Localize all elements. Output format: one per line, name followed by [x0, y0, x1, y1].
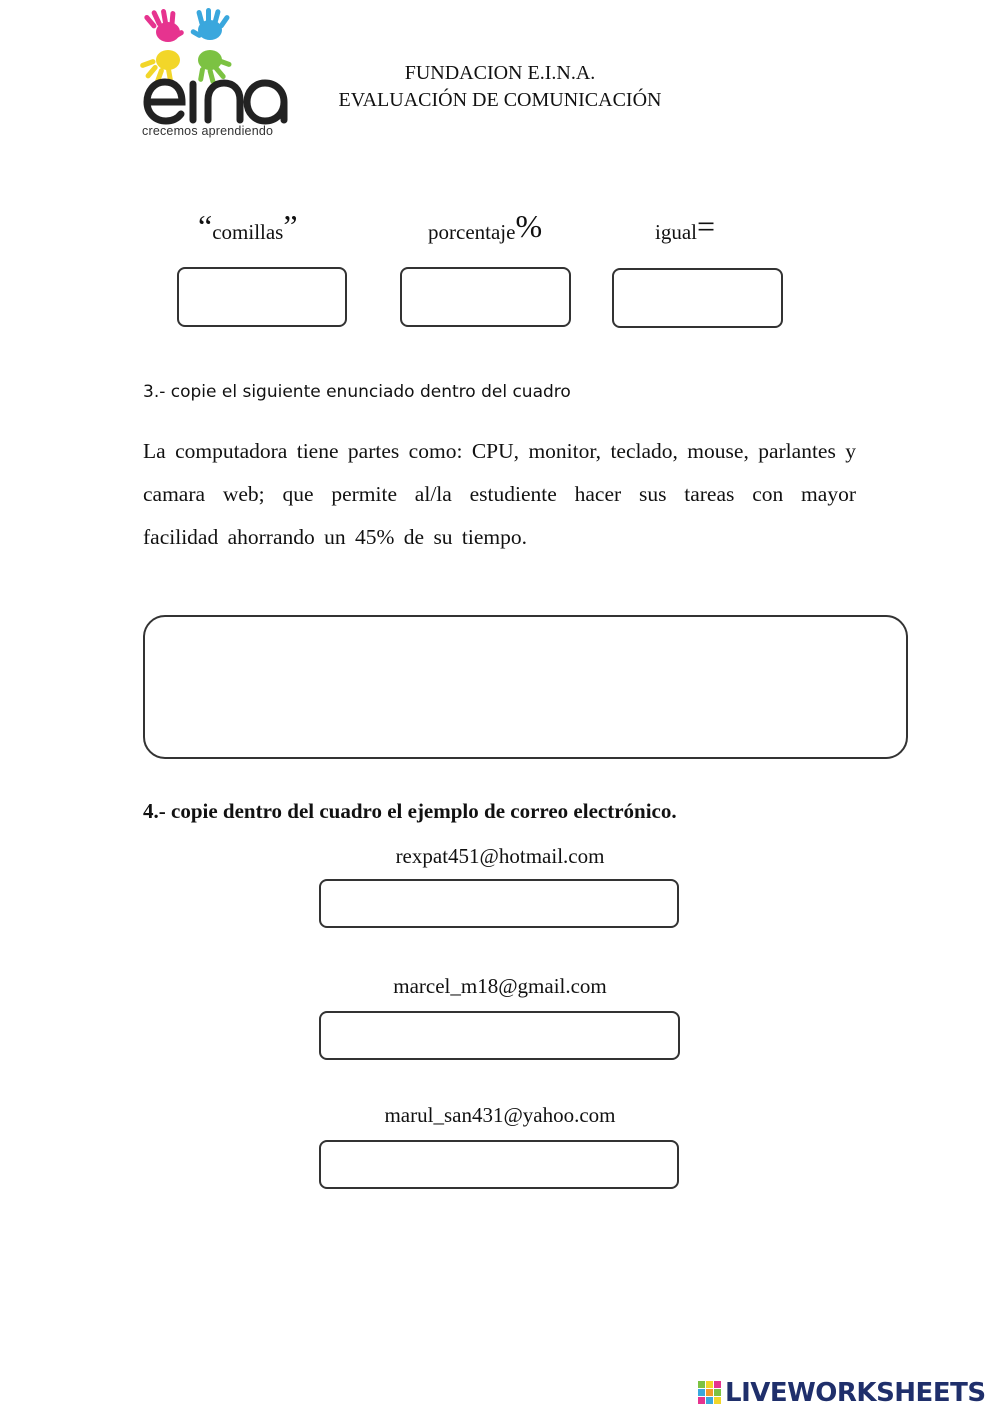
question-4-title: 4.- copie dentro del cuadro el ejemplo de correo electrónico. — [143, 799, 677, 823]
liveworksheets-logo-icon — [698, 1381, 722, 1405]
email-example-2: marcel_m18@gmail.com — [393, 974, 607, 998]
answer-box-comillas[interactable] — [177, 267, 347, 327]
blue-hand-icon — [190, 8, 231, 40]
email-answer-box-2[interactable] — [319, 1011, 680, 1060]
symbol-label-igual — [655, 208, 715, 245]
close-quote-symbol: ” — [283, 208, 298, 244]
page-title: EVALUACIÓN DE COMUNICACIÓN — [338, 89, 662, 111]
question-3-title: 3.- copie el siguiente enunciado dentro del cuadro — [143, 382, 571, 402]
symbol-label-comillas — [198, 208, 298, 245]
question-3-answer-box[interactable] — [143, 615, 908, 759]
question-3-passage: La computadora tiene partes como: CPU, monitor, teclado, mouse, parlantes y camara web; que permite al/la estudiente hacer sus tareas con mayor facilidad ahorrando un 45% de su tiempo. — [143, 439, 856, 549]
yellow-hand-icon — [139, 50, 180, 84]
pink-hand-icon — [143, 9, 184, 42]
open-quote-symbol: “ — [198, 208, 213, 244]
equals-symbol: = — [697, 208, 716, 244]
green-hand-icon — [198, 50, 232, 85]
percent-symbol: % — [515, 208, 543, 244]
igual-label: igual — [655, 220, 697, 244]
institution-name: FUNDACION E.I.N.A. — [404, 62, 596, 84]
email-answer-box-1[interactable] — [319, 879, 679, 928]
porcentaje-label: porcentaje — [428, 220, 516, 244]
symbol-label-porcentaje — [428, 208, 542, 245]
answer-box-porcentaje[interactable] — [400, 267, 571, 327]
logo-tagline: crecemos aprendiendo — [142, 124, 274, 138]
comillas-label: comillas — [212, 220, 284, 244]
liveworksheets-brand-text: LIVEWORKSHEETS — [725, 1378, 986, 1408]
email-example-3: marul_san431@yahoo.com — [384, 1103, 616, 1127]
liveworksheets-brand — [698, 1378, 986, 1408]
answer-box-igual[interactable] — [612, 268, 783, 328]
email-example-1: rexpat451@hotmail.com — [395, 844, 605, 868]
email-answer-box-3[interactable] — [319, 1140, 679, 1189]
eina-wordmark — [147, 82, 284, 121]
